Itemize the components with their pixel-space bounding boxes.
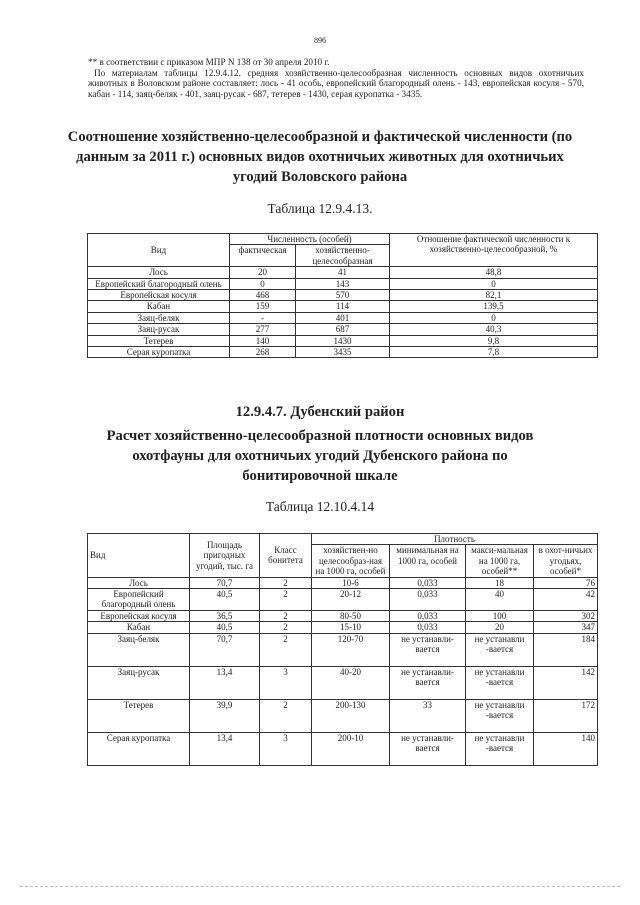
cell-max: не устанавли -вается [466,633,534,666]
cell-klass: 2 [260,589,312,611]
table-ratio [87,233,598,358]
cell-fakt: 159 [230,301,296,312]
col2-ploshad: Площадь пригодных угодий, тыс. га [190,534,260,578]
cell-area: 13,4 [190,732,260,765]
cell-hoz: 10-6 [312,577,390,588]
col2-hoz: хозяйствен-но целесообраз-ная на 1000 га, особей [312,545,390,577]
table-row [88,267,598,278]
cell-ratio: 9,8 [390,335,598,346]
cell-hoz: 200-10 [312,732,390,765]
cell-area: 40,5 [190,622,260,633]
cell-vid: Европейский благородный олень [88,278,230,289]
table-row [88,324,598,335]
cell-min: 0,033 [390,610,466,621]
cell-min: 0,033 [390,577,466,588]
cell-vid: Лось [88,577,190,588]
cell-hoz: 3435 [296,347,390,358]
section-title-ratio: Соотношение хозяйственно-целесообразной и фактической численности (по данным за 2011 г.) основных видов охотничьих животных для охотничьих угодий Воловского района [67,129,573,185]
footnote-block [88,57,584,99]
table-row [88,290,598,301]
cell-area: 70,7 [190,633,260,666]
cell-klass: 2 [260,633,312,666]
cell-ugod: 172 [534,699,598,732]
table-row [88,577,598,588]
section-title-density: Расчет хозяйственно-целесообразной плотности основных видов охотфауны для охотничьих угодий Дубенского района по бонитировочной шкале [106,428,534,484]
table-row [88,278,598,289]
cell-vid: Заяц-беляк [88,312,230,323]
cell-fakt: 468 [230,290,296,301]
cell-klass: 2 [260,577,312,588]
cell-fakt: 20 [230,267,296,278]
cell-area: 36,5 [190,610,260,621]
cell-area: 13,4 [190,666,260,699]
section-title-dubensky: 12.9.4.7. Дубенский район [235,404,405,420]
cell-klass: 2 [260,699,312,732]
cell-max: не устанавли -вается [466,732,534,765]
cell-area: 40,5 [190,589,260,611]
col2-vid: Вид [88,534,190,578]
cell-ugod: 42 [534,589,598,611]
cell-ugod: 76 [534,577,598,588]
cell-vid: Лось [88,267,230,278]
scan-edge-line [20,886,620,888]
footnote-order: ** в соответствии с приказом МПР N 138 от 30 апреля 2010 г. [88,57,330,67]
cell-vid: Кабан [88,301,230,312]
cell-vid: Кабан [88,622,190,633]
cell-fakt: 140 [230,335,296,346]
cell-min: не устанавли-вается [390,666,466,699]
cell-ratio: 40,3 [390,324,598,335]
cell-hoz: 143 [296,278,390,289]
table-row [88,301,598,312]
cell-hoz: 41 [296,267,390,278]
cell-ratio: 48,8 [390,267,598,278]
page-number: 896 [314,36,326,45]
cell-vid: Серая куропатка [88,732,190,765]
cell-max: 40 [466,589,534,611]
table-row [88,347,598,358]
table-row [88,335,598,346]
cell-max: не устанавли -вается [466,699,534,732]
table2-caption: Таблица 12.10.4.14 [265,499,375,514]
cell-ugod: 140 [534,732,598,765]
cell-ugod: 142 [534,666,598,699]
cell-hoz: 687 [296,324,390,335]
cell-vid: Серая куропатка [88,347,230,358]
cell-vid: Европейская косуля [88,290,230,301]
cell-klass: 2 [260,622,312,633]
cell-max: 20 [466,622,534,633]
table1-caption: Таблица 12.9.4.13. [267,201,373,216]
cell-ratio: 7,8 [390,347,598,358]
cell-fakt: 0 [230,278,296,289]
col-chislennost: Численность (особей) [230,234,390,245]
cell-max: не устанавли -вается [466,666,534,699]
table-row [88,732,598,765]
cell-fakt: 268 [230,347,296,358]
cell-hoz: 20-12 [312,589,390,611]
cell-hoz: 15-10 [312,622,390,633]
cell-max: 18 [466,577,534,588]
cell-vid: Заяц-беляк [88,633,190,666]
cell-klass: 3 [260,666,312,699]
table-row [88,699,598,732]
cell-min: 0,033 [390,622,466,633]
cell-min: не устанавли-вается [390,633,466,666]
col-fakt: фактическая [230,245,296,267]
cell-ratio: 0 [390,278,598,289]
table-row [88,610,598,621]
cell-min: 33 [390,699,466,732]
cell-hoz: 200-130 [312,699,390,732]
cell-min: 0,033 [390,589,466,611]
col-otnoshenie: Отношение фактической численности к хозяйственно-целесообразной, % [390,234,598,267]
cell-min: не устанавли-вается [390,732,466,765]
col-vid: Вид [88,234,230,267]
table-row [88,589,598,611]
cell-vid: Заяц-русак [88,666,190,699]
cell-fakt: 277 [230,324,296,335]
col2-vugod: в охот-ничьих угодьях, особей* [534,545,598,577]
cell-hoz: 401 [296,312,390,323]
cell-vid: Европейская косуля [88,610,190,621]
cell-max: 100 [466,610,534,621]
table-density [87,533,598,766]
col2-klass: Класс бонитета [260,534,312,578]
table-row [88,633,598,666]
cell-ugod: 347 [534,622,598,633]
cell-vid: Заяц-русак [88,324,230,335]
cell-vid: Европейский благородный олень [88,589,190,611]
col-hoz: хозяйственно-целесообразная [296,245,390,267]
cell-ratio: 82,1 [390,290,598,301]
col2-plotnost: Плотность [312,534,598,545]
table-row [88,622,598,633]
cell-hoz: 120-70 [312,633,390,666]
cell-ratio: 0 [390,312,598,323]
cell-vid: Тетерев [88,699,190,732]
cell-ratio: 139,5 [390,301,598,312]
cell-hoz: 1430 [296,335,390,346]
cell-klass: 2 [260,610,312,621]
cell-ugod: 184 [534,633,598,666]
cell-area: 39,9 [190,699,260,732]
cell-fakt: - [230,312,296,323]
cell-vid: Тетерев [88,335,230,346]
cell-hoz: 570 [296,290,390,301]
table-row [88,312,598,323]
summary-paragraph: По материалам таблицы 12.9.4.12. средняя хозяйственно-целесообразная численность основных видов охотничьих животных в Воловском районе составляет: лось - 41 особь, европейский благородный олень - 143, европейская косуля - 570, кабан - 114, заяц-беляк - 401, заяц-русак - 687, тетерев - 1430, серая куропатка - 3435. [88,67,584,99]
cell-ugod: 302 [534,610,598,621]
cell-hoz: 80-50 [312,610,390,621]
col2-min: минимальная на 1000 га, особей [390,545,466,577]
table-row [88,666,598,699]
cell-area: 70,7 [190,577,260,588]
col2-max: макси-мальная на 1000 га, особей** [466,545,534,577]
cell-klass: 3 [260,732,312,765]
cell-hoz: 40-20 [312,666,390,699]
cell-hoz: 114 [296,301,390,312]
